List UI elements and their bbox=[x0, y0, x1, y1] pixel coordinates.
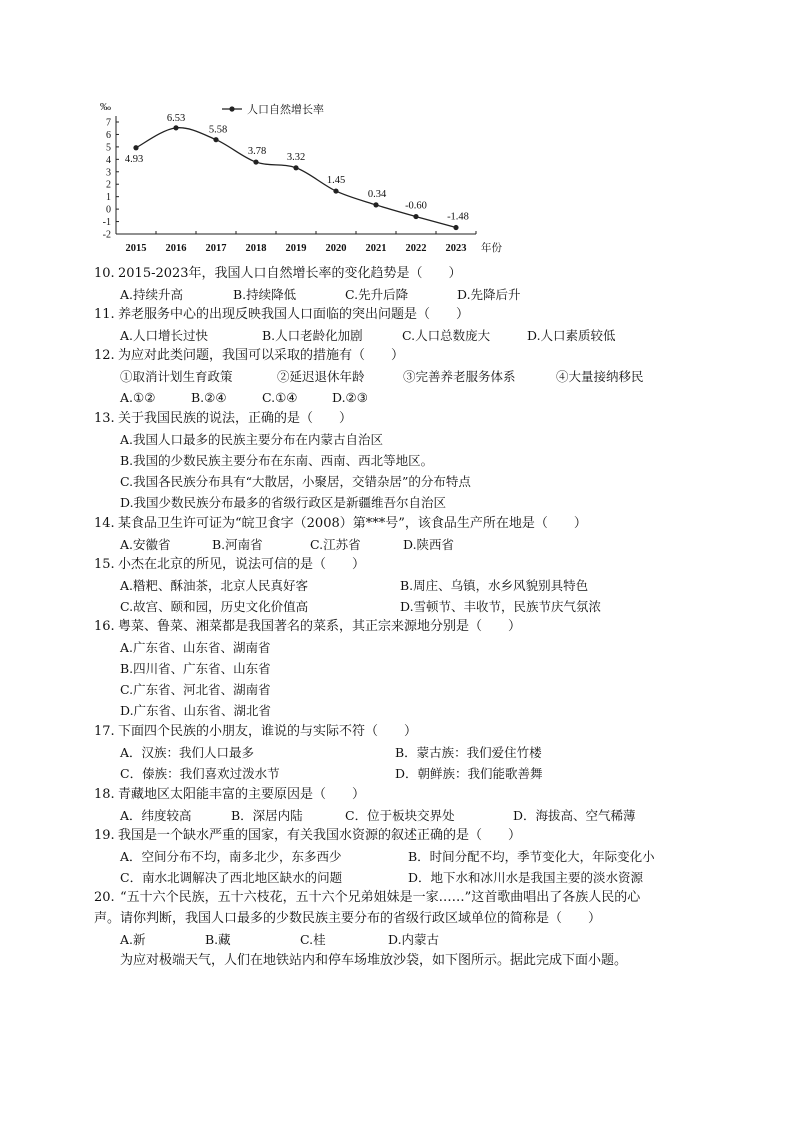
option-b[interactable]: B.周庄、乌镇，水乡风貌别具特色 bbox=[400, 578, 589, 593]
question-number: 13. bbox=[94, 411, 115, 426]
y-tick-label: -2 bbox=[102, 229, 111, 241]
x-tick-label: 2017 bbox=[205, 243, 227, 254]
x-tick-label: 2015 bbox=[125, 243, 147, 254]
question-10 bbox=[94, 265, 462, 283]
x-axis-label: 年份 bbox=[481, 243, 502, 254]
option-b[interactable]: B．蒙古族：我们爱住竹楼 bbox=[395, 745, 542, 760]
data-point bbox=[293, 165, 298, 170]
legend bbox=[222, 102, 324, 116]
data-label: 0.34 bbox=[367, 188, 387, 200]
statement-1: ①取消计划生育政策 bbox=[120, 369, 233, 384]
option-b[interactable]: B.持续降低 bbox=[233, 287, 297, 302]
question-stem: 我国是一个缺水严重的国家，有关我国水资源的叙述正确的是（ ） bbox=[118, 828, 522, 843]
option-d[interactable]: D.②③ bbox=[332, 390, 368, 405]
y-tick-label: 4 bbox=[106, 154, 111, 166]
section-intro: 为应对极端天气，人们在地铁站内和停车场堆放沙袋，如下图所示。据此完成下面小题。 bbox=[120, 953, 628, 968]
question-number: 16. bbox=[94, 619, 115, 634]
question-stem: 粤菜、鲁菜、湘菜都是我国著名的菜系，其正宗来源地分别是（ ） bbox=[118, 619, 522, 634]
question-14 bbox=[94, 515, 587, 533]
option-c[interactable]: C.桂 bbox=[300, 932, 326, 947]
data-label: 6.53 bbox=[166, 112, 186, 124]
option-c[interactable]: C.我国各民族分布具有“大散居，小聚居，交错杂居”的分布特点 bbox=[120, 474, 471, 489]
option-a[interactable]: A.新 bbox=[120, 932, 146, 947]
y-tick-label: 3 bbox=[106, 167, 111, 179]
y-tick-label: 5 bbox=[106, 142, 111, 154]
question-stem-continued: 声。请你判断，我国人口最多的少数民族主要分布的省级行政区域单位的简称是（ ） bbox=[94, 911, 602, 926]
question-15 bbox=[94, 556, 366, 574]
data-point bbox=[253, 159, 258, 164]
data-label: 3.32 bbox=[286, 151, 306, 163]
option-d[interactable]: D．海拔高、空气稀薄 bbox=[513, 808, 636, 823]
option-b[interactable]: B.河南省 bbox=[212, 537, 263, 552]
option-a[interactable]: A．汉族：我们人口最多 bbox=[120, 745, 255, 760]
option-c[interactable]: C.先升后降 bbox=[345, 287, 409, 302]
population-growth-chart bbox=[88, 98, 502, 258]
chart-axes bbox=[100, 101, 502, 254]
data-label: 1.45 bbox=[326, 175, 346, 187]
option-c[interactable]: C.人口总数庞大 bbox=[402, 328, 491, 343]
question-stem: 青藏地区太阳能丰富的主要原因是（ ） bbox=[118, 787, 366, 802]
data-point bbox=[173, 125, 178, 130]
option-d[interactable]: D.内蒙古 bbox=[388, 932, 440, 947]
data-label: -0.60 bbox=[405, 200, 427, 212]
question-number: 15. bbox=[94, 557, 115, 572]
data-label: 3.78 bbox=[247, 146, 267, 158]
option-c[interactable]: C．南水北调解决了西北地区缺水的问题 bbox=[120, 870, 343, 885]
data-point bbox=[453, 225, 458, 230]
y-tick-label: 7 bbox=[106, 117, 111, 129]
option-b[interactable]: B．深居内陆 bbox=[231, 808, 303, 823]
option-c[interactable]: C.广东省、河北省、湖南省 bbox=[120, 682, 271, 697]
option-b[interactable]: B.②④ bbox=[191, 390, 227, 405]
option-d[interactable]: D．朝鲜族：我们能歌善舞 bbox=[395, 766, 543, 781]
statement-2: ②延迟退休年龄 bbox=[277, 369, 365, 384]
legend-label: 人口自然增长率 bbox=[247, 104, 324, 116]
data-label: 5.58 bbox=[208, 124, 228, 136]
option-d[interactable]: D.广东省、山东省、湖北省 bbox=[120, 703, 272, 718]
data-label: 4.93 bbox=[124, 153, 144, 165]
option-a[interactable]: A.①② bbox=[120, 390, 156, 405]
data-label: -1.48 bbox=[447, 211, 469, 223]
y-axis-unit: ‰ bbox=[100, 101, 111, 113]
x-tick-label: 2023 bbox=[445, 243, 467, 254]
option-b[interactable]: B.藏 bbox=[205, 932, 231, 947]
option-a[interactable]: A.人口增长过快 bbox=[120, 328, 209, 343]
option-a[interactable]: A.持续升高 bbox=[120, 287, 184, 302]
option-c[interactable]: C．傣族：我们喜欢过泼水节 bbox=[120, 766, 280, 781]
option-b[interactable]: B.人口老龄化加剧 bbox=[262, 328, 363, 343]
data-point bbox=[373, 202, 378, 207]
question-number: 19. bbox=[94, 828, 115, 843]
question-16 bbox=[94, 618, 522, 636]
question-stem: 小杰在北京的所见，说法可信的是（ ） bbox=[118, 557, 366, 572]
question-number: 14. bbox=[94, 516, 115, 531]
option-d[interactable]: D.雪顿节、丰收节，民族节庆气氛浓 bbox=[400, 599, 602, 614]
question-12 bbox=[94, 347, 405, 365]
question-number: 20. bbox=[94, 890, 115, 905]
option-a[interactable]: A.广东省、山东省、湖南省 bbox=[120, 640, 271, 655]
option-c[interactable]: C.①④ bbox=[262, 390, 298, 405]
option-a[interactable]: A.糌粑、酥油茶，北京人民真好客 bbox=[120, 578, 309, 593]
y-tick-label: 1 bbox=[106, 192, 111, 204]
question-stem: 2015-2023年，我国人口自然增长率的变化趋势是（ ） bbox=[118, 266, 462, 281]
x-tick-label: 2016 bbox=[165, 243, 187, 254]
x-tick-label: 2022 bbox=[405, 243, 427, 254]
data-point bbox=[333, 188, 338, 193]
option-c[interactable]: C.故宫、颐和园，历史文化价值高 bbox=[120, 599, 309, 614]
series-line bbox=[136, 128, 456, 228]
x-tick-label: 2020 bbox=[325, 243, 347, 254]
question-stem: 养老服务中心的出现反映我国人口面临的突出问题是（ ） bbox=[118, 307, 470, 322]
question-number: 12. bbox=[94, 348, 115, 363]
option-d[interactable]: D.我国少数民族分布最多的省级行政区是新疆维吾尔自治区 bbox=[120, 495, 447, 510]
x-tick-label: 2019 bbox=[285, 243, 307, 254]
question-stem: 下面四个民族的小朋友，谁说的与实际不符（ ） bbox=[118, 724, 418, 739]
option-a[interactable]: A．纬度较高 bbox=[120, 808, 192, 823]
y-tick-label: -1 bbox=[102, 217, 111, 229]
option-b[interactable]: B.四川省、广东省、山东省 bbox=[120, 661, 271, 676]
option-a[interactable]: A.安徽省 bbox=[120, 537, 171, 552]
question-13 bbox=[94, 410, 353, 428]
question-19 bbox=[94, 827, 522, 845]
option-a[interactable]: A.我国人口最多的民族主要分布在内蒙古自治区 bbox=[120, 432, 384, 447]
option-b[interactable]: B.我国的少数民族主要分布在东南、西南、西北等地区。 bbox=[120, 453, 434, 468]
question-number: 10. bbox=[94, 266, 115, 281]
y-tick-label: 0 bbox=[106, 204, 111, 216]
question-stem: 为应对此类问题，我国可以采取的措施有（ ） bbox=[118, 348, 405, 363]
x-tick-label: 2021 bbox=[365, 243, 387, 254]
question-number: 11. bbox=[94, 307, 115, 322]
option-d[interactable]: D.陕西省 bbox=[403, 537, 455, 552]
question-stem: 某食品卫生许可证为“皖卫食字（2008）第***号”，该食品生产所在地是（ ） bbox=[118, 516, 587, 531]
option-b[interactable]: B．时间分配不均，季节变化大，年际变化小 bbox=[408, 849, 655, 864]
question-number: 17. bbox=[94, 724, 115, 739]
question-18 bbox=[94, 786, 366, 804]
option-a[interactable]: A．空间分布不均，南多北少，东多西少 bbox=[120, 849, 342, 864]
question-stem: 关于我国民族的说法，正确的是（ ） bbox=[118, 411, 353, 426]
data-point bbox=[213, 137, 218, 142]
chart-marks bbox=[125, 113, 469, 230]
option-d[interactable]: D.先降后升 bbox=[457, 287, 521, 302]
option-d[interactable]: D.人口素质较低 bbox=[527, 328, 616, 343]
legend-marker bbox=[229, 106, 234, 111]
option-c[interactable]: C.江苏省 bbox=[310, 537, 361, 552]
question-20 bbox=[94, 889, 640, 907]
data-point bbox=[413, 214, 418, 219]
x-tick-label: 2018 bbox=[245, 243, 267, 254]
y-tick-label: 6 bbox=[106, 129, 111, 141]
question-number: 18. bbox=[94, 787, 115, 802]
statement-4: ④大量接纳移民 bbox=[556, 369, 644, 384]
option-c[interactable]: C．位于板块交界处 bbox=[345, 808, 455, 823]
question-17 bbox=[94, 723, 418, 741]
y-tick-label: 2 bbox=[106, 179, 111, 191]
statement-3: ③完善养老服务体系 bbox=[403, 369, 516, 384]
option-d[interactable]: D．地下水和冰川水是我国主要的淡水资源 bbox=[408, 870, 644, 885]
question-11 bbox=[94, 306, 470, 324]
question-stem: “五十六个民族，五十六枝花，五十六个兄弟姐妹是一家……”这首歌曲唱出了各族人民的心 bbox=[120, 890, 641, 905]
data-point bbox=[133, 145, 138, 150]
